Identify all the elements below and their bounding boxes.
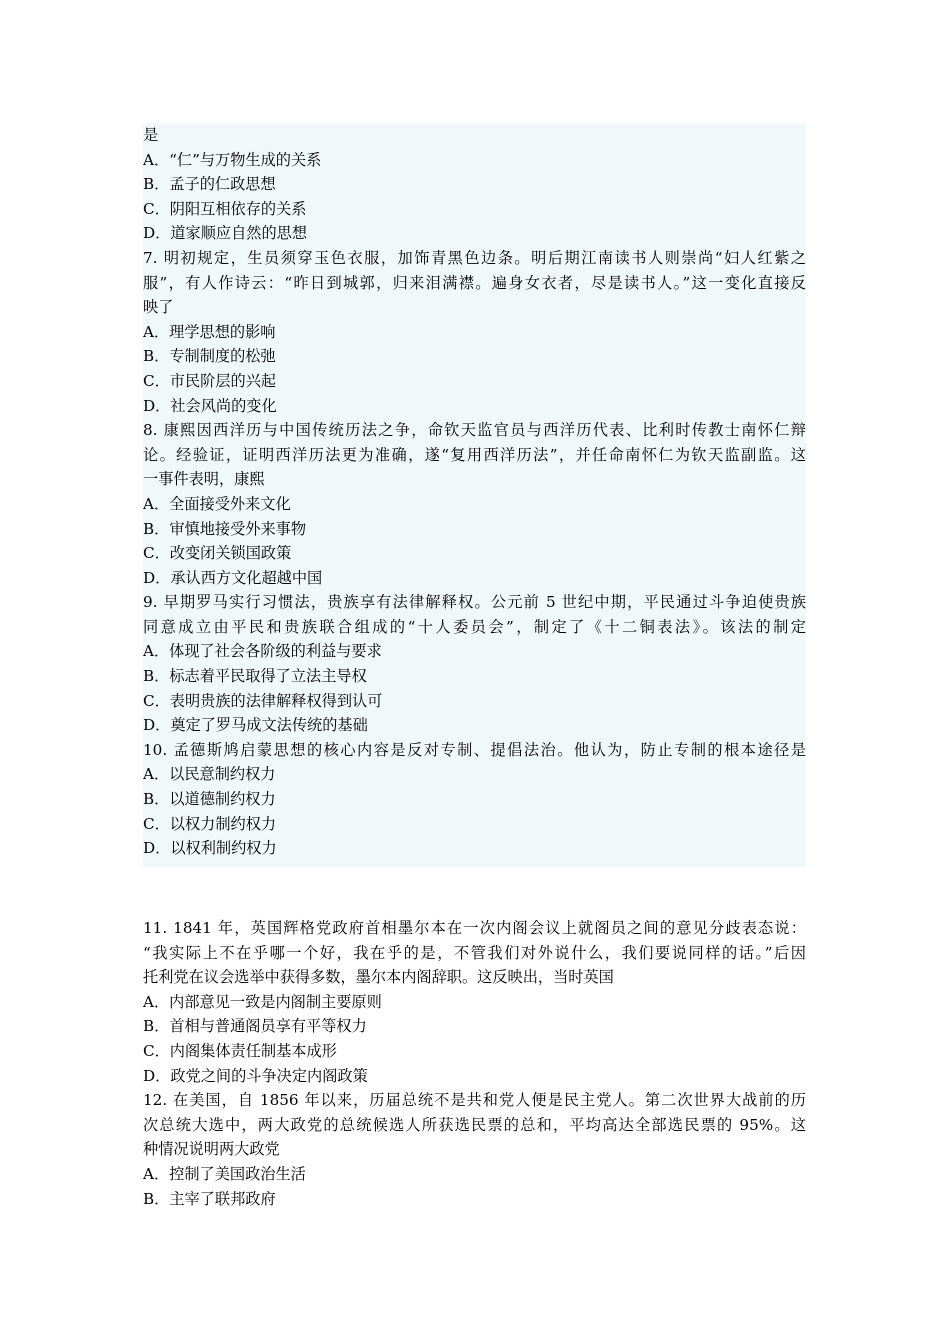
text-line: B．首相与普通阁员享有平等权力 bbox=[143, 1017, 367, 1036]
text-line: 次总统大选中，两大政党的总统候选人所获选民票的总和，平均高达全部选民票的 95%。这 bbox=[143, 1115, 806, 1134]
text-line: 9. 早期罗马实行习惯法，贵族享有法律解释权。公元前 5 世纪中期，平民通过斗争迫使贵族 bbox=[143, 593, 806, 612]
questions-section-highlighted bbox=[143, 123, 806, 867]
text-line: B．专制制度的松弛 bbox=[143, 347, 276, 366]
text-line: 一事件表明，康熙 bbox=[143, 470, 265, 489]
text-line: D．奠定了罗马成文法传统的基础 bbox=[143, 716, 368, 735]
text-line: 同意成立由平民和贵族联合组成的“十人委员会”，制定了《十二铜表法》。该法的制定 bbox=[143, 617, 806, 636]
text-line: 12. 在美国，自 1856 年以来，历届总统不是共和党人便是民主党人。第二次世界大战前的历 bbox=[143, 1091, 806, 1110]
text-line: D．以权利制约权力 bbox=[143, 839, 277, 858]
text-line: C．市民阶层的兴起 bbox=[143, 371, 277, 390]
text-line: 托利党在议会选举中获得多数，墨尔本内阁辞职。这反映出，当时英国 bbox=[143, 968, 614, 987]
text-line: C．改变闭关锁国政策 bbox=[143, 544, 292, 563]
text-line: C．表明贵族的法律解释权得到认可 bbox=[143, 691, 383, 710]
text-line: A．控制了美国政治生活 bbox=[143, 1164, 306, 1183]
text-line: 论。经验证，证明西洋历法更为准确，遂“复用西洋历法”，并任命南怀仁为钦天监副监。这 bbox=[143, 445, 806, 464]
text-line: A．内部意见一致是内阁制主要原则 bbox=[143, 992, 382, 1011]
text-line: 是 bbox=[143, 126, 159, 144]
text-line: C．阴阳互相依存的关系 bbox=[143, 199, 307, 218]
text-line: “我实际上不在乎哪一个好，我在乎的是，不管我们对外说什么，我们要说同样的话。”后因 bbox=[143, 943, 806, 962]
questions-section-continued bbox=[143, 916, 806, 1211]
text-line: B．以道德制约权力 bbox=[143, 790, 276, 809]
text-line: 映了 bbox=[143, 298, 174, 317]
text-line: A．“仁”与万物生成的关系 bbox=[143, 150, 322, 169]
text-line: A．理学思想的影响 bbox=[143, 322, 276, 341]
text-line: D．承认西方文化超越中国 bbox=[143, 568, 323, 587]
text-line: 种情况说明两大政党 bbox=[143, 1140, 280, 1159]
text-line: A．体现了社会各阶级的利益与要求 bbox=[143, 642, 382, 661]
text-line: 11. 1841 年，英国辉格党政府首相墨尔本在一次内阁会议上就阁员之间的意见分歧表态说： bbox=[143, 919, 806, 937]
text-line: B．孟子的仁政思想 bbox=[143, 175, 276, 194]
text-line: C．以权力制约权力 bbox=[143, 814, 277, 833]
text-line: 7. 明初规定，生员须穿玉色衣服，加饰青黑色边条。明后期江南读书人则崇尚“妇人红紫之 bbox=[143, 248, 806, 267]
text-line: 8. 康熙因西洋历与中国传统历法之争，命钦天监官员与西洋历代表、比利时传教士南怀仁辩 bbox=[143, 421, 806, 440]
text-line: A．全面接受外来文化 bbox=[143, 494, 291, 513]
text-line: B．主宰了联邦政府 bbox=[143, 1189, 276, 1208]
text-line: D．道家顺应自然的思想 bbox=[143, 224, 308, 243]
text-line: D．政党之间的斗争决定内阁政策 bbox=[143, 1066, 368, 1085]
text-line: 服”，有人作诗云：“昨日到城郭，归来泪满襟。遍身女衣者，尽是读书人。”这一变化直接反 bbox=[143, 273, 806, 292]
text-line: A．以民意制约权力 bbox=[143, 765, 276, 784]
text-line: 10. 孟德斯鸠启蒙思想的核心内容是反对专制、提倡法治。他认为，防止专制的根本途径是 bbox=[143, 740, 806, 759]
text-line: C．内阁集体责任制基本成形 bbox=[143, 1041, 337, 1060]
text-line: D．社会风尚的变化 bbox=[143, 396, 277, 415]
text-line: B．标志着平民取得了立法主导权 bbox=[143, 667, 367, 686]
text-line: B．审慎地接受外来事物 bbox=[143, 519, 307, 538]
